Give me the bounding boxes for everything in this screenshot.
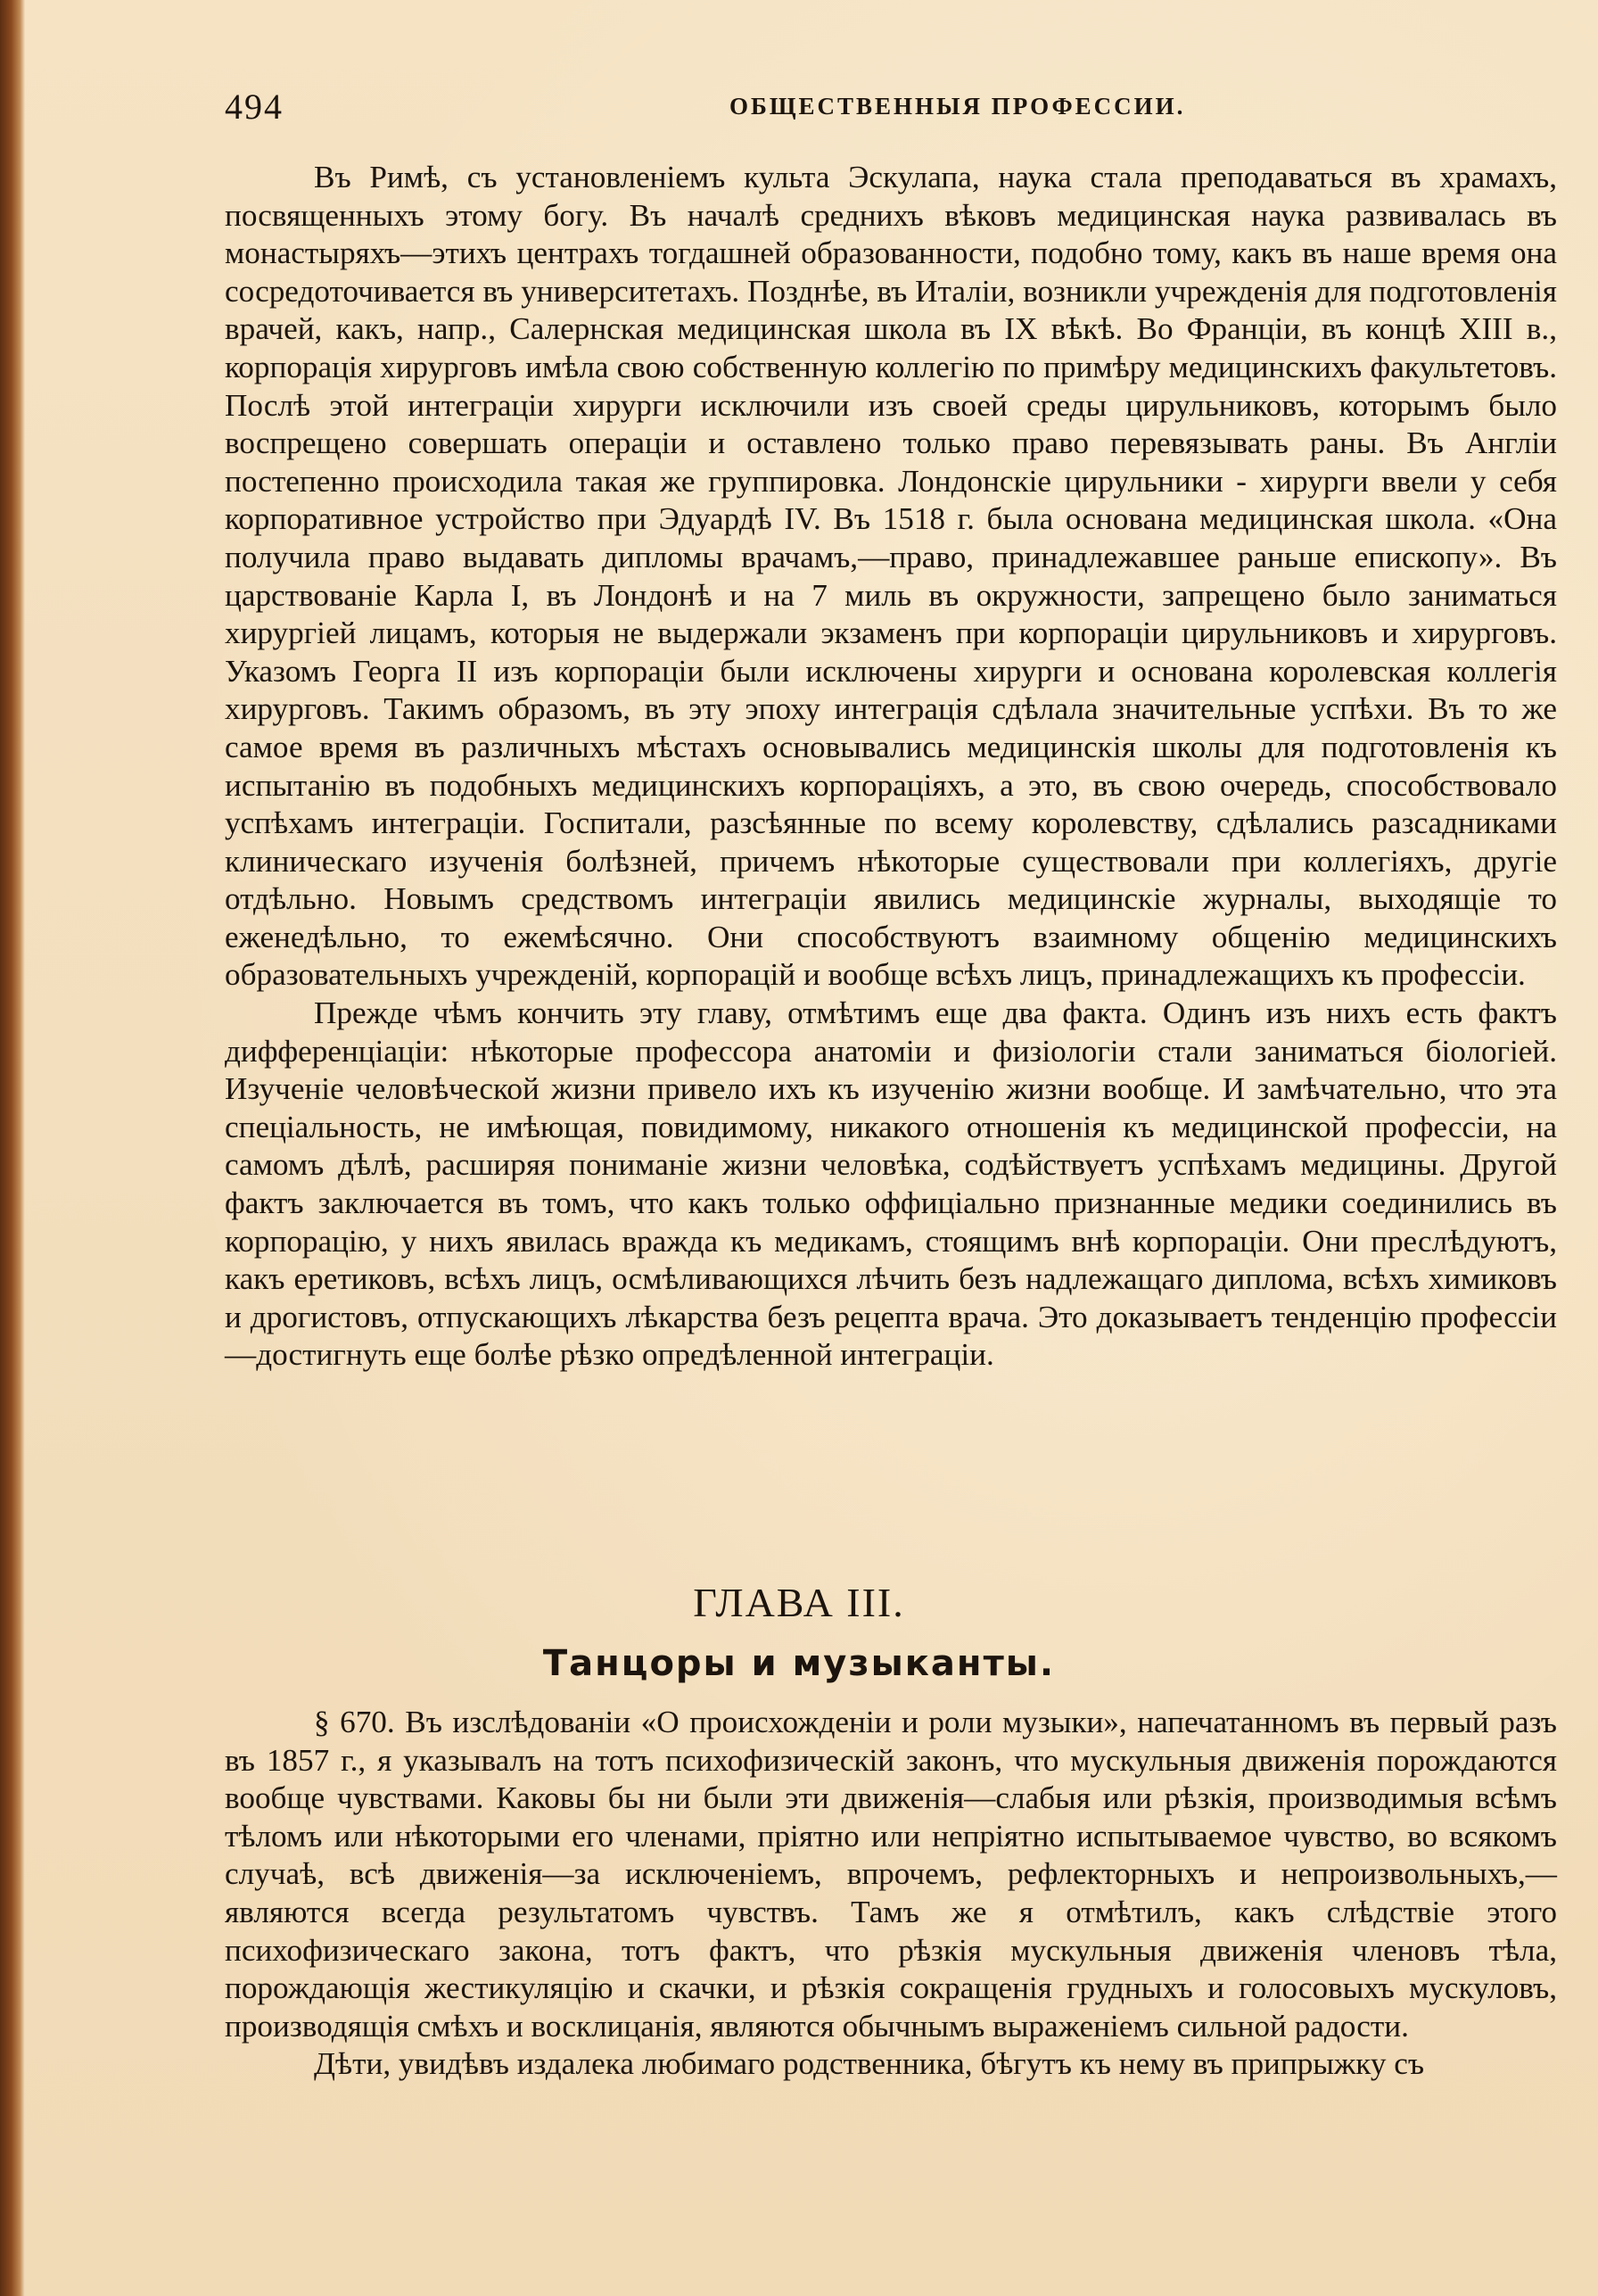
page-number: 494 [225,87,284,127]
paragraph: § 670. Въ изслѣдованіи «О происхожденіи и роли музыки», напечатанномъ въ первый разъ въ 1857 г., я указывалъ на тотъ психофизическій законъ, что мускульныя движенія порождаются вообще чувствами. Каковы бы ни были эти движенія—слабыя или рѣзкія, производимыя всѣмъ тѣломъ или нѣкоторыми его членами, пріятно или непріятно испытываемое чувство, во всякомъ случаѣ, всѣ движенія—за исключеніемъ, впрочемъ, рефлекторныхъ и непроизвольныхъ,—являются всегда результатомъ чувствъ. Тамъ же я отмѣтилъ, какъ слѣдствіе этого психофизическаго закона, тотъ фактъ, что рѣзкія мускульныя движенія членовъ тѣла, порождающія жестикуляцію и скачки, и рѣзкія сокращенія грудныхъ и голосовыхъ мускуловъ, производящія смѣхъ и восклицанія, являются обычнымъ выраженіемъ сильной радости. [225,1705,1557,2044]
chapter-subtitle: Танцоры и музыканты. [542,1643,1056,1684]
paragraph: Въ Римѣ, съ установленіемъ культа Эскулапа, наука стала преподаваться въ храмахъ, посвященныхъ этому богу. Въ началѣ среднихъ вѣковъ медицинская наука развивалась въ монастыряхъ—этихъ центрахъ тогдашней образованности, подобно тому, какъ въ наше время она сосредоточивается въ университетахъ. Позднѣе, въ Италіи, возникли учрежденія для подготовленія врачей, какъ, напр., Салернская медицинская школа въ IX вѣкѣ. Во Франціи, въ концѣ XIII в., корпорація хирурговъ имѣла свою собственную коллегію по примѣру медицинскихъ факультетовъ. Послѣ этой интеграціи хирурги исключили изъ своей среды цирульниковъ, которымъ было воспрещено совершать операціи и оставлено только право перевязывать раны. Въ Англіи постепенно происходила такая же группировка. Лондонскіе цирульники - хирурги ввели у себя корпоративное устройство при Эдуардѣ IV. Въ 1518 г. была основана медицинская школа. «Она получила право выдавать дипломы врачамъ,—право, принадлежавшее раньше епископу». Въ царствованіе Карла I, въ Лондонѣ и на 7 миль въ окружности, запрещено было заниматься хирургіей лицамъ, которыя не выдержали экзаменъ при корпораціи цирульниковъ и хирурговъ. Указомъ Георга II изъ корпораціи были исключены хирурги и основана королевская коллегія хирурговъ. Такимъ образомъ, въ эту эпоху интеграція сдѣлала значительные успѣхи. Въ то же самое время въ различныхъ мѣстахъ основывались медицинскія школы для подготовленія къ испытанію въ подобныхъ медицинскихъ корпораціяхъ, а это, въ свою очередь, способствовало успѣхамъ интеграціи. Госпитали, разсѣянные по всему королевству, сдѣлались разсадниками клиническаго изученія болѣзней, причемъ нѣкоторые существовали при коллегіяхъ, другіе отдѣльно. Новымъ средствомъ интеграціи явились медицинскіе журналы, выходящіе то еженедѣльно, то ежемѣсячно. Они способствуютъ взаимному общенію медицинскихъ образовательныхъ учрежденій, корпорацій и вообще всѣхъ лицъ, принадлежащихъ къ профессіи. [225,160,1557,993]
body-text-chapter [225,1704,1557,2084]
running-title: ОБЩЕСТВЕННЫЯ ПРОФЕССИИ. [729,93,1186,120]
paragraph: Прежде чѣмъ кончить эту главу, отмѣтимъ еще два факта. Одинъ изъ нихъ есть фактъ дифференціаціи: нѣкоторые профессора анатоміи и физіологіи стали заниматься біологіей. Изученіе человѣческой жизни привело ихъ къ изученію жизни вообще. И замѣчательно, что эта спеціальность, не имѣющая, повидимому, никакого отношенія къ медицинской профессіи, на самомъ дѣлѣ, расширяя пониманіе жизни человѣка, содѣйствуетъ успѣхамъ медицины. Другой фактъ заключается въ томъ, что какъ только оффиціально признанные медики соединились въ корпорацію, у нихъ явилась вражда къ медикамъ, стоящимъ внѣ корпораціи. Они преслѣдуютъ, какъ еретиковъ, всѣхъ лицъ, осмѣливающихся лѣчить безъ надлежащаго диплома, всѣхъ химиковъ и дрогистовъ, отпускающихъ лѣкарства безъ рецепта врача. Это доказываетъ тенденцію профессіи—достигнуть еще болѣе рѣзко опредѣленной интеграціи. [225,995,1557,1373]
paragraph: Дѣти, увидѣвъ издалека любимаго родственника, бѣгутъ къ нему въ припрыжку съ [314,2046,1425,2082]
book-spine-edge [0,0,25,2296]
chapter-title: ГЛАВА III. [693,1580,905,1625]
body-text-before-chapter [225,159,1557,1375]
